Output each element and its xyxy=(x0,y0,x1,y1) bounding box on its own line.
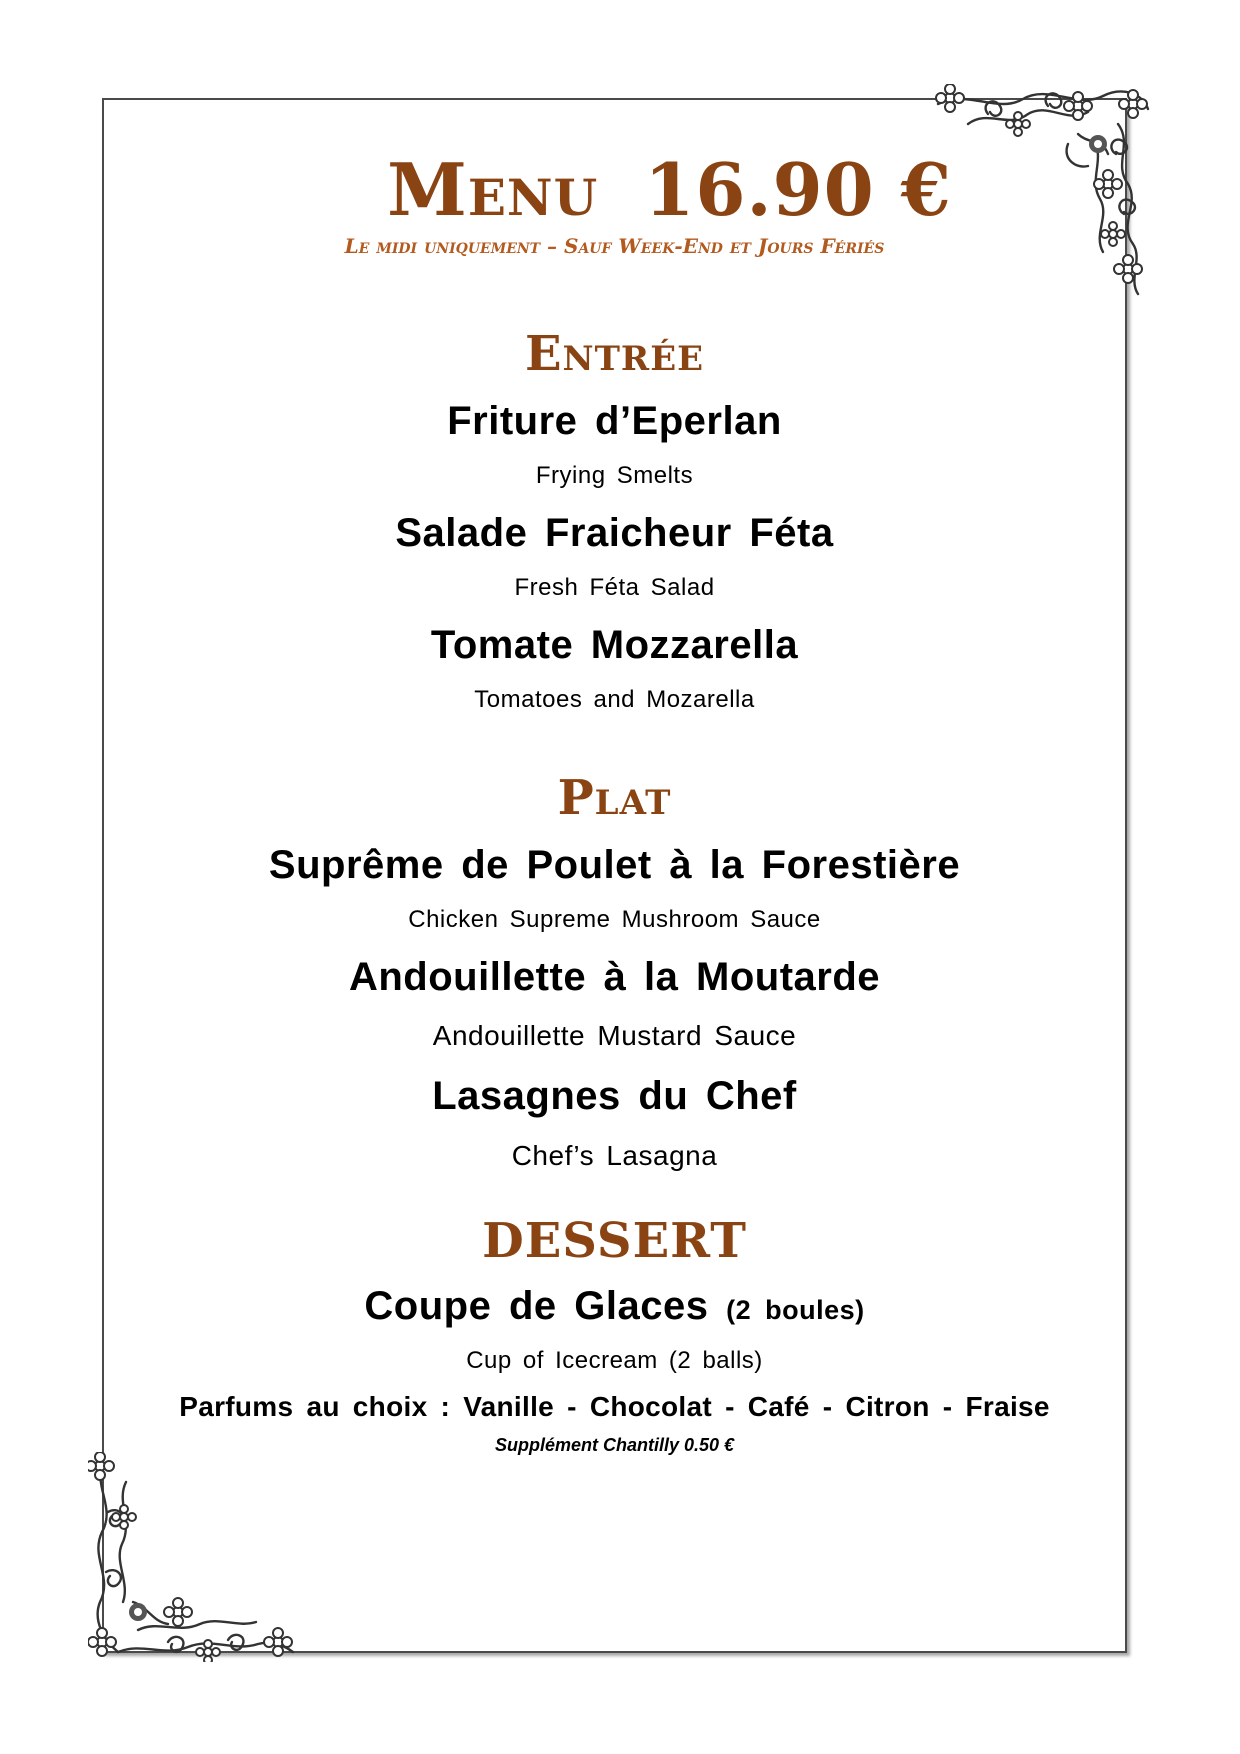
dish-translation: Frying Smelts xyxy=(535,462,694,489)
dish-name: Friture d’Eperlan xyxy=(447,399,782,443)
dish-name: Andouillette à la Moutarde xyxy=(348,955,881,999)
dish-translation: Cup of Icecream (2 balls) xyxy=(466,1347,763,1374)
menu-price: 16.90 € xyxy=(644,147,952,232)
section-title-entree: Entrée xyxy=(524,326,705,382)
dish-name: Lasagnes du Chef xyxy=(432,1074,797,1118)
dish-name xyxy=(102,1283,1127,1333)
dish-name: Tomate Mozzarella xyxy=(430,623,799,667)
section-title-plat: Plat xyxy=(557,770,672,826)
menu-title xyxy=(102,147,1127,232)
dish-translation: Tomatoes and Mozarella xyxy=(474,686,755,713)
section-title-dessert: DESSERT xyxy=(482,1213,747,1269)
dish-name: Suprême de Poulet à la Forestière xyxy=(268,843,961,887)
dish-name-label: Coupe de Glaces xyxy=(364,1284,709,1328)
dish-translation: Chicken Supreme Mushroom Sauce xyxy=(408,906,821,933)
floral-corner-ornament-bottom-left-icon xyxy=(88,1452,298,1662)
dish-translation: Chef’s Lasagna xyxy=(511,1140,718,1171)
dish-translation: Andouillette Mustard Sauce xyxy=(432,1020,797,1051)
dish-note: (2 boules) xyxy=(726,1295,865,1325)
dish-name: Salade Fraicheur Féta xyxy=(395,511,834,555)
menu-title-label: Menu xyxy=(387,147,599,232)
dish-translation: Fresh Féta Salad xyxy=(514,574,715,601)
menu-subtitle: Le midi uniquement – Sauf Week-End et Jours Fériés xyxy=(344,234,885,258)
dessert-supplement: Supplément Chantilly 0.50 € xyxy=(494,1435,735,1455)
dessert-flavors: Parfums au choix : Vanille - Chocolat - Café - Citron - Fraise xyxy=(179,1391,1050,1422)
